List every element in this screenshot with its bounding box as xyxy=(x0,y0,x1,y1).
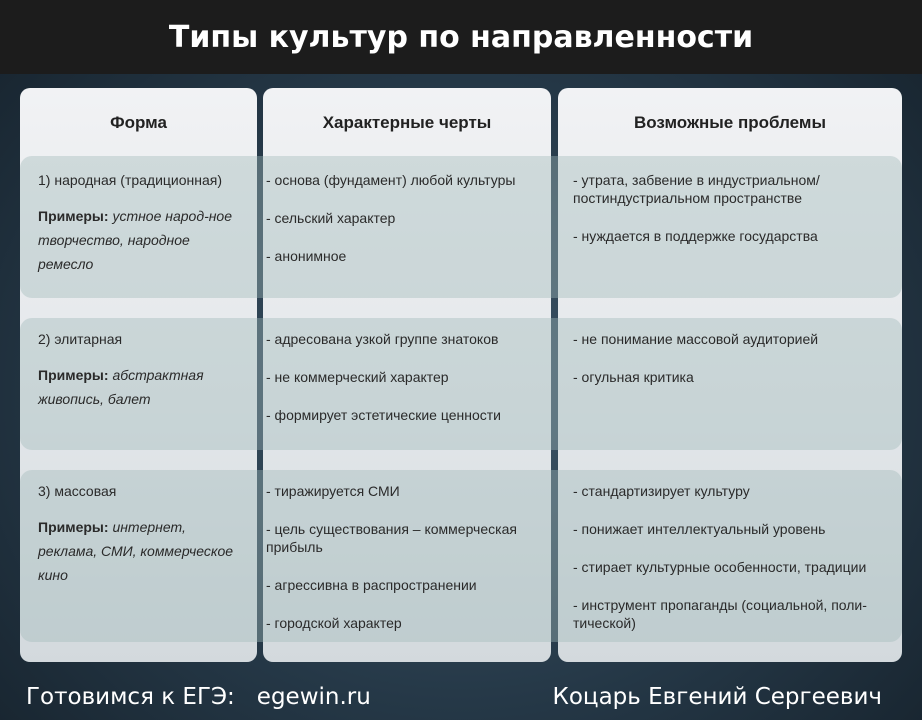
row-2-form: 2) элитарная xyxy=(38,331,123,347)
footer-left xyxy=(26,684,371,710)
header-form: Форма xyxy=(110,113,167,132)
row-3-feature: - городской характер xyxy=(266,615,402,631)
header-problems: Возможные проблемы xyxy=(633,113,826,132)
row-1-form-cell xyxy=(38,171,238,276)
row-2-feature: - формирует эстетические ценности xyxy=(266,407,501,423)
row-3-examples-text: интернет, реклама, СМИ, коммерческое кино xyxy=(38,519,234,583)
row-3-feature: - тиражируется СМИ xyxy=(266,483,400,499)
row-1-examples-label: Примеры: xyxy=(38,208,109,224)
footer xyxy=(0,672,922,720)
row-3-form: 3) массовая xyxy=(38,483,117,499)
row-2-examples xyxy=(38,363,238,411)
row-2-problem: - огульная критика xyxy=(573,369,694,385)
footer-prefix: Готовимся к ЕГЭ: xyxy=(26,684,235,710)
footer-site-link[interactable]: egewin.ru xyxy=(256,684,371,710)
row-2-form-cell xyxy=(38,330,238,411)
row-1-problems-cell xyxy=(573,171,891,265)
row-1-feature: - анонимное xyxy=(266,248,347,264)
row-1-problem: - утрата, забвение в индустриальном/ постиндустриальном пространстве xyxy=(573,172,820,206)
row-3-problem: - понижает интеллектуальный уровень xyxy=(573,521,826,537)
header-features: Характерные черты xyxy=(322,113,492,132)
row-3-examples-label: Примеры: xyxy=(38,519,109,535)
row-3-problem: - инструмент пропаганды (социальной, поли-тической) xyxy=(573,597,867,631)
row-1-features-cell xyxy=(266,171,546,285)
row-2-feature: - не коммерческий характер xyxy=(266,369,449,385)
row-1-form: 1) народная (традиционная) xyxy=(38,172,223,188)
row-3-feature: - агрессивна в распространении xyxy=(266,577,477,593)
row-3-problems-cell xyxy=(573,482,891,652)
row-2-examples-text: абстрактная живопись, балет xyxy=(38,367,204,407)
row-3-feature: - цель существования – коммерческая прибыль xyxy=(266,521,517,555)
row-1-examples xyxy=(38,204,238,276)
page-title: Типы культур по направленности xyxy=(168,19,754,55)
footer-author: Коцарь Евгений Сергеевич xyxy=(552,684,882,710)
row-2-examples-label: Примеры: xyxy=(38,367,109,383)
row-3-problem: - стирает культурные особенности, традиции xyxy=(573,559,867,575)
row-2-problem: - не понимание массовой аудиторией xyxy=(573,331,819,347)
row-1-examples-text: устное народ-ное творчество, народное ремесло xyxy=(38,208,233,272)
page-title-bar xyxy=(0,0,922,74)
row-2-feature: - адресована узкой группе знатоков xyxy=(266,331,499,347)
row-3-form-cell xyxy=(38,482,238,587)
row-1-feature: - сельский характер xyxy=(266,210,396,226)
row-3-problem: - стандартизирует культуру xyxy=(573,483,750,499)
row-2-features-cell xyxy=(266,330,546,444)
row-3-examples xyxy=(38,515,238,587)
row-1-feature: - основа (фундамент) любой культуры xyxy=(266,172,516,188)
row-2-problems-cell xyxy=(573,330,891,406)
row-3-features-cell xyxy=(266,482,546,652)
row-1-problem: - нуждается в поддержке государства xyxy=(573,228,818,244)
